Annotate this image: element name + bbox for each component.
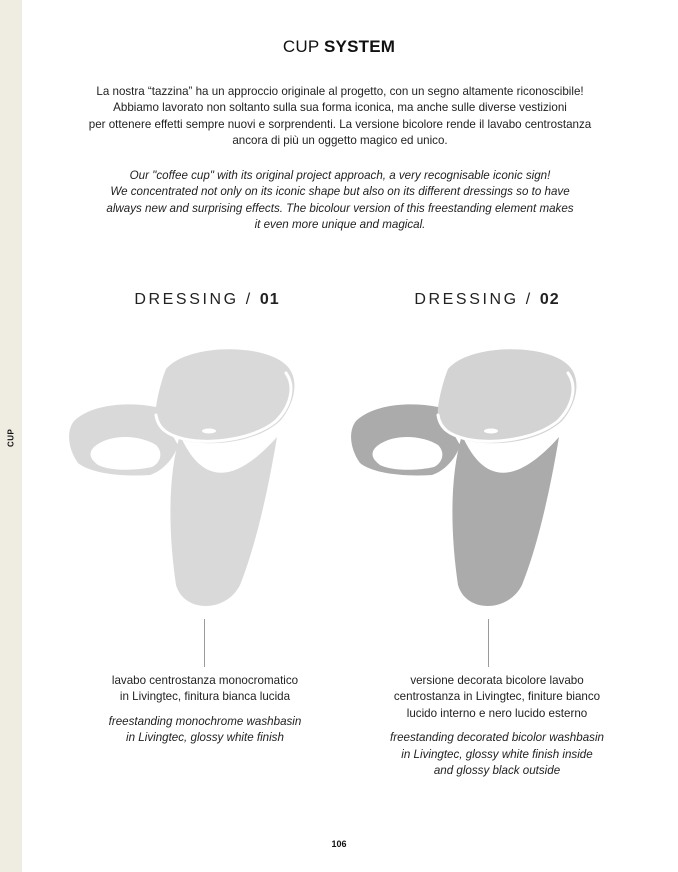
dressing-01-caption-it-line: lavabo centrostanza monocromatico: [111, 674, 299, 687]
dressing-02-caption-en-line: and glossy black outside: [433, 764, 561, 778]
dressing-02-caption: [362, 673, 632, 779]
dressing-01-basin-body: [170, 435, 277, 606]
intro-english: [60, 168, 620, 234]
title-regular: CUP: [282, 37, 320, 56]
intro-english-line: it even more unique and magical.: [254, 218, 426, 232]
dressing-02-title: [367, 291, 607, 309]
dressing-02-washbasin-illustration: [350, 335, 590, 610]
title-bold: SYSTEM: [324, 37, 396, 56]
side-strip: [0, 0, 22, 872]
dressing-02-caption-it-line: versione decorata bicolore lavabo: [410, 674, 584, 687]
dressing-02-caption-en-line: freestanding decorated bicolor washbasin: [390, 731, 604, 745]
dressing-02-drain: [484, 429, 498, 434]
page-number: 106: [331, 839, 347, 849]
intro-english-line: We concentrated not only on its iconic shape but also on its different dressings so to have: [110, 185, 570, 199]
dressing-01-caption-en-line: freestanding monochrome washbasin: [108, 714, 302, 728]
dressing-02-basin-body: [452, 435, 559, 606]
dressing-02-caption-it-line: centrostanza in Livingtec, finiture bianco: [393, 690, 601, 704]
section-tab-label: CUP: [6, 428, 16, 448]
dressing-02-divider: [488, 619, 489, 667]
dressing-02-caption-en-line: in Livingtec, glossy white finish inside: [401, 747, 593, 761]
dressing-02-caption-it-line: lucido interno e nero lucido esterno: [406, 706, 588, 720]
dressing-02-label: DRESSING /: [414, 291, 533, 308]
dressing-01-caption-it-line: in Livingtec, finitura bianca lucida: [119, 690, 291, 704]
intro-english-line: always new and surprising effects. The bicolour version of this freestanding element makes: [106, 201, 574, 215]
intro-english-line: Our "coffee cup" with its original project approach, a very recognisable iconic sign!: [129, 169, 551, 182]
intro-italian-line: Abbiamo lavorato non soltanto sulla sua forma iconica, ma anche sulle diverse vestizioni: [113, 101, 567, 115]
intro-italian-line: La nostra “tazzina” ha un approccio originale al progetto, con un segno altamente riconoscibile!: [96, 85, 584, 98]
page-title: [22, 37, 656, 57]
dressing-02-number: 02: [539, 291, 560, 308]
dressing-01-title: [87, 291, 327, 309]
dressing-01-drain: [202, 429, 216, 434]
dressing-01-caption-en-line: in Livingtec, glossy white finish: [126, 731, 284, 745]
intro-italian-line: ancora di più un oggetto magico ed unico.: [232, 134, 448, 148]
intro-italian: [60, 84, 620, 150]
dressing-01-number: 01: [259, 291, 280, 308]
dressing-01-caption: [70, 673, 340, 747]
dressing-01-basin-bowl: [156, 349, 295, 443]
dressing-01-label: DRESSING /: [134, 291, 253, 308]
dressing-02-basin-bowl: [438, 349, 577, 443]
dressing-01-washbasin-illustration: [68, 335, 308, 610]
intro-italian-line: per ottenere effetti sempre nuovi e sorprendenti. La versione bicolore rende il lavabo centrostanza: [88, 117, 592, 131]
dressing-01-divider: [204, 619, 205, 667]
